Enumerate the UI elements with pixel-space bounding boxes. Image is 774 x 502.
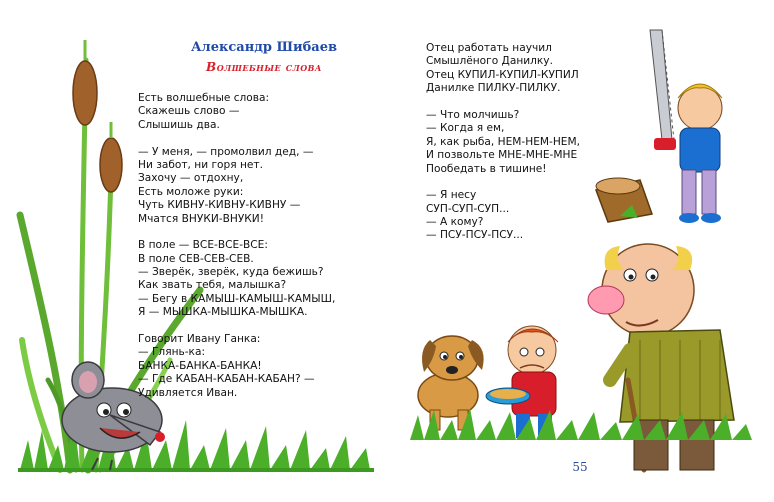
poem-line: Скажешь слово — — [138, 105, 240, 118]
poem-line: Пообедать в тишине! — [426, 162, 547, 175]
poem-line: Как звать тебя, малышка? — [138, 279, 287, 292]
poem-line: Отец работать научил — [426, 42, 552, 54]
poem-line: Смышлёного Данилку. — [426, 55, 553, 68]
author-name: Александр Шибаев — [190, 40, 338, 55]
poem-line: Говорит Ивану Ганка: — [138, 333, 261, 346]
poem-line: Отец КУПИЛ-КУПИЛ-КУПИЛ — [426, 68, 579, 81]
poem-title: Волшебные слова — [206, 60, 322, 74]
poem-line: Есть моложе руки: — [138, 185, 244, 198]
poem-line: Есть волшебные слова: — [138, 92, 270, 104]
poem-line: Я — МЫШКА-МЫШКА-МЫШКА. — [138, 306, 308, 319]
poem-line: В поле — ВСЕ-ВСЕ-ВСЕ: — [138, 239, 268, 252]
poem-line: Данилке ПИЛКУ-ПИЛКУ. — [426, 82, 561, 95]
poem-line: — Зверёк, зверёк, куда бежишь? — [138, 266, 324, 279]
poem-line: — А кому? — [426, 216, 484, 229]
poem-line: Захочу — отдохну, — [138, 172, 244, 185]
page-number: 55 — [572, 460, 588, 474]
poem-line: — У меня, — промолвил дед, — — [138, 145, 314, 158]
poem-line: — Бегу в КАМЫШ-КАМЫШ-КАМЫШ, — [138, 292, 336, 305]
poem-line: — Глянь-ка: — [138, 346, 206, 359]
left-poem-text — [138, 92, 378, 400]
poem-line: — Когда я ем, — [426, 122, 505, 135]
poem-line: Ни забот, ни горя нет. — [138, 158, 263, 171]
poem-line: БАНКА-БАНКА-БАНКА! — [138, 359, 262, 372]
poem-line: — Где КАБАН-КАБАН-КАБАН? — — [138, 373, 315, 386]
poem-line: Чуть КИВНУ-КИВНУ-КИВНУ — — [138, 199, 301, 212]
poem-line: И позвольте МНЕ-МНЕ-МНЕ — [426, 149, 578, 162]
poem-line: Я, как рыба, НЕМ-НЕМ-НЕМ, — [426, 135, 581, 148]
poem-line: В поле СЕВ-СЕВ-СЕВ. — [138, 252, 254, 265]
stanza-gap — [138, 226, 378, 239]
right-poem-text — [426, 42, 626, 243]
poem-line: Удивляется Иван. — [138, 386, 238, 399]
poem-line: Слышишь два. — [138, 118, 220, 131]
stanza-gap — [138, 132, 378, 145]
poem-line: — ПСУ-ПСУ-ПСУ... — [426, 229, 524, 242]
stanza-gap — [426, 96, 626, 109]
poem-line: — Что молчишь? — [426, 108, 520, 121]
poem-line: Мчатся ВНУКИ-ВНУКИ! — [138, 212, 264, 225]
boy-with-saw — [650, 30, 722, 223]
stanza-gap — [426, 176, 626, 189]
poem-line: СУП-СУП-СУП... — [426, 202, 510, 215]
stanza-gap — [138, 320, 378, 333]
cattail-heads — [73, 40, 122, 192]
dog-character — [418, 336, 484, 430]
poem-line: — Я несу — [426, 189, 477, 202]
